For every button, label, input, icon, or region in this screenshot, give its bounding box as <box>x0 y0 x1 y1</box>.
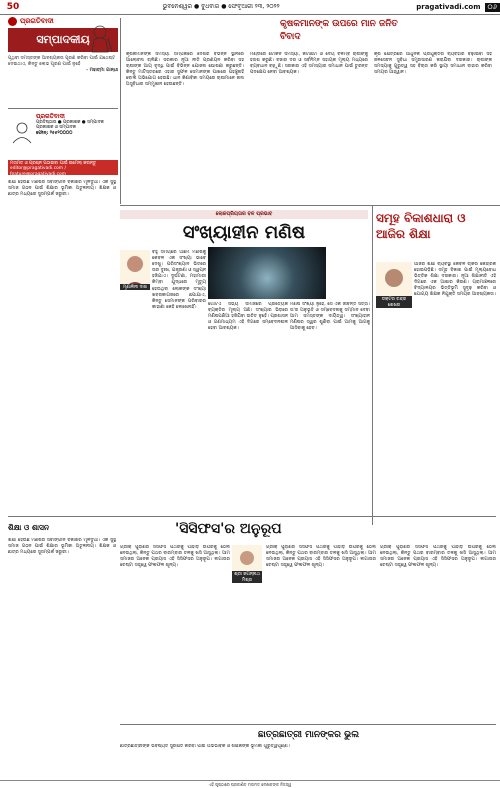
section-title: ସମ୍ପାଦକୀୟ <box>8 28 118 52</box>
paper-mark-icon <box>8 17 17 26</box>
date-line: ଭୁବନେଶ୍ୱର ● ବୁଧବାର ● ଫେବୃଆରୀ ୨୩, ୨୦୨୨ <box>162 3 280 10</box>
main-article-col-c: ମଣିଷ ସଂଖ୍ୟା ନୁହେଁ, ସେ ଏକ ଜୀବନ୍ତ ସତ୍ତା। ତା'ର ଅନୁଭୂତି ଓ ସମ୍ବେଦନାକୁ ସମ୍ମାନ ଦେବା ଆମ ସମସ୍ତଙ୍କ ଦାୟିତ୍ୱ। ସଂଖ୍ୟାହୀନ ମଣିଷର ସ୍ୱର ଶୁଣିବା ପାଇଁ ଆମକୁ ଆଗକୁ ଆସିବାକୁ ହେବ। <box>290 302 370 332</box>
gandhi-quote <box>8 56 118 100</box>
main-kicker: ଲୋକପ୍ରିୟତାର ବଳ ପ୍ରଭାବ <box>120 210 368 219</box>
main-author-box <box>120 250 150 290</box>
founder-brand: ପ୍ରଗତିବାଦୀ <box>36 113 65 120</box>
right-article-col: ଆଜିର ଶିକ୍ଷା ବ୍ୟବସ୍ଥା କେବଳ ଚାକିରି କେନ୍ଦ୍ରିକ ହୋଇପଡ଼ିଛି। ସମୂହ ବିକାଶ ପାଇଁ ମୂଲ୍ୟବୋଧ ଭିତ୍ତିକ ଶିକ୍ଷା ଦରକାର। ନୂଆ ଶିକ୍ଷାନୀତି ଏହି ଦିଗରେ ଏକ ଆଶାର କିରଣ। ଗ୍ରାମାଞ୍ଚଳରେ ବିଦ୍ୟାଳୟର ଭିତ୍ତିଭୂମି ସୁଦୃଢ଼ କରିବା ଓ ଯୋଗ୍ୟ ଶିକ୍ଷକ ନିଯୁକ୍ତି ସମୟର ଆବଶ୍ୟକତା। <box>414 262 496 298</box>
quote-author: - ମହାତ୍ମା ଗାନ୍ଧୀ <box>86 68 118 73</box>
top-editorial-col-c: କୃଷି କ୍ଷେତ୍ରରେ ଆଧୁନିକ ପ୍ରଯୁକ୍ତିର ବ୍ୟବହାର ବଢ଼ାଇବା ସହ ଜଳସେଚନ ସୁବିଧା ସମ୍ପ୍ରସାରଣ କରାଯିବା ଦରକାର। ଚାଷୀଙ୍କ ସମସ୍ୟାକୁ ଗୁରୁତ୍ୱ ସହ ବିଚାର କରି ସ୍ଥାୟୀ ସମାଧାନ ବାହାର କରିବା ସମୟର ଆହ୍ୱାନ। <box>374 52 492 76</box>
founder-line1: ପ୍ରତିଷ୍ଠାତା ● ପ୍ରକାଶକ ● ସମ୍ପାଦକ <box>36 119 104 125</box>
top-editorial-col-a: କୃଷକମାନଙ୍କ ସମସ୍ୟା ସମ୍ପର୍କରେ ଦେଶର ବିଭିନ୍ନ ସ୍ଥାନରେ ଆଲୋଚନା ଚାଲିଛି। ସରକାର ନୂଆ ନୀତି ପ୍ରଣୟନ କରିବା ସହ ଚାଷୀଙ୍କ ଆୟ ବୃଦ୍ଧି ପାଇଁ ବିଭିନ୍ନ ଯୋଜନା ଘୋଷଣା କରୁଛନ୍ତି। କିନ୍ତୁ ମାଟିସ୍ତରରେ ଏହାର ସୁଫଳ ସେମାନଙ୍କ ପାଖରେ ପହଞ୍ଚୁନାହିଁ ବୋଲି ଅଭିଯୋଗ ହେଉଛି। ଧାନ କିଣାବିକା ସମୟରେ ଚାଷୀମାନେ ନାନା ଅସୁବିଧାର ସମ୍ମୁଖୀନ ହେଉଛନ୍ତି। <box>126 52 244 88</box>
founder-info <box>36 114 118 156</box>
siksha-headline: ଶିକ୍ଷା ଓ ଶାସନ <box>8 523 50 532</box>
paper-name: ପ୍ରଗତିବାଦୀ <box>20 17 54 25</box>
site-url[interactable]: pragativadi.com <box>416 3 481 11</box>
top-editorial-col-b: ମଣ୍ଡିରେ ଟୋକନ ସମସ୍ୟା, କଟାଛଟା ଓ ଦେୟ ବିଳମ୍ବ ଚାଷୀଙ୍କୁ ହତାଶ କରୁଛି। ବଜାର ଦର ଓ ସର୍ବନିମ୍ନ ସହାୟକ ମୂଲ୍ୟ ମଧ୍ୟରେ ବ୍ୟବଧାନ ବଢ଼ୁଛି। ସରକାର ଏହି ସମସ୍ୟାର ସମାଧାନ ପାଇଁ ତୁରନ୍ତ ପଦକ୍ଷେପ ନେବା ଆବଶ୍ୟକ। <box>250 52 368 76</box>
main-article-image <box>208 247 326 299</box>
anniversary-logo: 50 <box>6 2 20 12</box>
page-number: ୦୬ <box>485 3 500 12</box>
main-article-col-a: ବହୁ ସମୟରେ ଆମେ ମଣିଷକୁ କେବଳ ଏକ ସଂଖ୍ୟା ଭାବେ ଦେଖୁ। ପରିସଂଖ୍ୟାନ ଭିତରେ ତାର ଦୁଃଖ, ଯନ୍ତ୍ରଣା ଓ ସ୍ୱପ୍ନ ହଜିଯାଏ। ଦୁର୍ଘଟଣା, ମହାମାରୀ କିମ୍ବା ଯୁଦ୍ଧରେ ମୃତ୍ୟୁ ହେଉଥିବା ଲୋକଙ୍କ ସଂଖ୍ୟା ଖବରକାଗଜରେ ଛପାଯାଏ, କିନ୍ତୁ ସେମାନଙ୍କ ପରିବାରର କାହାଣୀ କେହି ଲେଖେନାହିଁ। <box>152 250 206 310</box>
middle-headline: 'ସିସିଫସ'ର ଅନୁରୂପ <box>175 521 282 537</box>
bottom-headline: ଛାତ୍ରଛାତ୍ରୀ ମାନଙ୍କର ଭୁଲ <box>258 730 360 740</box>
contact-email[interactable]: editor@pragativadi.com / feature@pragativadi.com <box>10 166 67 177</box>
main-headline: ସଂଖ୍ୟାହୀନ ମଣିଷ <box>182 222 306 243</box>
middle-article-col-b: ଗ୍ରୀକ୍ ପୁରାଣର ସିସିଫସ ପଥରକୁ ପାହାଡ଼ ଉପରକୁ ଠେଲି ନେଉଥିଲା, କିନ୍ତୁ ପଥର ବାରମ୍ବାର ତଳକୁ ଖସି ଆସୁଥିଲା। ଆମ ସମାଜର ଅନେକ ପ୍ରୟାସ ଏହି ସିସିଫସର ଅନୁରୂପ। ଲଗାତାର ଚେଷ୍ଟା ସତ୍ତ୍ୱେ ଫଳାଫଳ ଶୂନ୍ୟ। <box>266 545 376 569</box>
right-headline: ସମୂହ ବିକାଶଧାରା ଓ ଆଜିର ଶିକ୍ଷା <box>376 211 466 241</box>
page-footer: ଏହି ପୃଷ୍ଠାରେ ପ୍ରକାଶିତ ମତାମତ ଲେଖକଙ୍କ ନିଜସ୍ୱ <box>0 780 500 788</box>
gandhi-illustration <box>60 22 115 54</box>
left-column-text: ଶିକ୍ଷା ହେଉଛି ମଣିଷର ସର୍ବାଙ୍ଗୀନ ବିକାଶର ମୂଳଦୁଆ। ଏକ ସୁସ୍ଥ ସମାଜ ଗଠନ ପାଇଁ ଶିକ୍ଷାର ଭୂମିକା ଅତୁଳନୀୟ। ଶିକ୍ଷକ ଓ ଛାତ୍ର ମଧ୍ୟରେ ସୁସମ୍ପର୍କ ଜରୁରୀ। <box>8 180 116 198</box>
right-author-name: ଡକ୍ଟର ଚନ୍ଦ୍ର ଶେଖର <box>376 296 412 308</box>
middle-author-name: ଶ୍ରୀ ଜଗନ୍ନାଥ ମିଶ୍ର <box>232 571 262 583</box>
middle-author-box <box>232 545 262 583</box>
main-article-col-b: ଗୋଟିଏ ସଭ୍ୟ ସମାଜରେ ପ୍ରତ୍ୟେକ ବ୍ୟକ୍ତିର ମୂଲ୍ୟ ଅଛି। ସଂଖ୍ୟାର ଭିଡ଼ରେ ମଣିଷପଣିଆ ହଜିଯିବା ଉଚିତ ନୁହେଁ। ପ୍ରଶାସନ ଓ ଗଣମାଧ୍ୟମ ଏହି ଦିଗରେ ସମ୍ବେଦନଶୀଳ ହେବା ଆବଶ୍ୟକ। <box>208 302 288 332</box>
page-header <box>0 0 500 15</box>
top-editorial-headline: କୃଷକମାନଙ୍କ ଉପରେ ମାନ ଜନିତ ବିବାଦ <box>280 19 398 42</box>
middle-article-col-c: ଗ୍ରୀକ୍ ପୁରାଣର ସିସିଫସ ପଥରକୁ ପାହାଡ଼ ଉପରକୁ ଠେଲି ନେଉଥିଲା, କିନ୍ତୁ ପଥର ବାରମ୍ବାର ତଳକୁ ଖସି ଆସୁଥିଲା। ଆମ ସମାଜର ଅନେକ ପ୍ରୟାସ ଏହି ସିସିଫସର ଅନୁରୂପ। ଲଗାତାର ଚେଷ୍ଟା ସତ୍ତ୍ୱେ ଫଳାଫଳ ଶୂନ୍ୟ। <box>380 545 496 569</box>
founder-sketch <box>10 120 34 144</box>
contact-line1: ମତାମତ ଓ ପ୍ରଶ୍ନ ପଠାଇବା ପାଇଁ ଇମେଲ୍ କରନ୍ତୁ <box>10 161 96 166</box>
bottom-article-text: ଛାତ୍ରଛାତ୍ରୀଙ୍କ ଭବିଷ୍ୟତ ସୁରକ୍ଷିତ କରିବା ପାଇଁ ଅଭିଭାବକ ଓ ଶିକ୍ଷକଙ୍କ ଭୂମିକା ଗୁରୁତ୍ୱପୂର୍ଣ୍ଣ। <box>120 744 290 749</box>
quote-text: ପୃଥିବୀ ସମସ୍ତଙ୍କ ଆବଶ୍ୟକତା ପୂରଣ କରିବା ପାଇଁ ଯଥେଷ୍ଟ ଦେଇଥାଏ, କିନ୍ତୁ ଲୋଭ ପୂରଣ ପାଇଁ ନୁହେଁ <box>8 56 116 67</box>
siksha-text: ଶିକ୍ଷା ହେଉଛି ମଣିଷର ସର୍ବାଙ୍ଗୀନ ବିକାଶର ମୂଳଦୁଆ। ଏକ ସୁସ୍ଥ ସମାଜ ଗଠନ ପାଇଁ ଶିକ୍ଷାର ଭୂମିକା ଅତୁଳନୀୟ। ଶିକ୍ଷକ ଓ ଛାତ୍ର ମଧ୍ୟରେ ସୁସମ୍ପର୍କ ଜରୁରୀ। <box>8 538 116 556</box>
right-author-box <box>376 262 412 308</box>
founder-phone: ଫୋନ୍: ୨୫୫୨୦୦୦୦ <box>36 130 73 136</box>
main-author-name: ମୃଣାଳିନୀ ଦାଶ <box>120 284 150 290</box>
middle-article-col-a: ଗ୍ରୀକ୍ ପୁରାଣର ସିସିଫସ ପଥରକୁ ପାହାଡ଼ ଉପରକୁ ଠେଲି ନେଉଥିଲା, କିନ୍ତୁ ପଥର ବାରମ୍ବାର ତଳକୁ ଖସି ଆସୁଥିଲା। ଆମ ସମାଜର ଅନେକ ପ୍ରୟାସ ଏହି ସିସିଫସର ଅନୁରୂପ। ଲଗାତାର ଚେଷ୍ଟା ସତ୍ତ୍ୱେ ଫଳାଫଳ ଶୂନ୍ୟ। <box>120 545 230 569</box>
contact-bar <box>8 160 118 175</box>
founder-line2: ପ୍ରକାଶକ ଓ ସମ୍ପାଦକ <box>36 125 76 131</box>
